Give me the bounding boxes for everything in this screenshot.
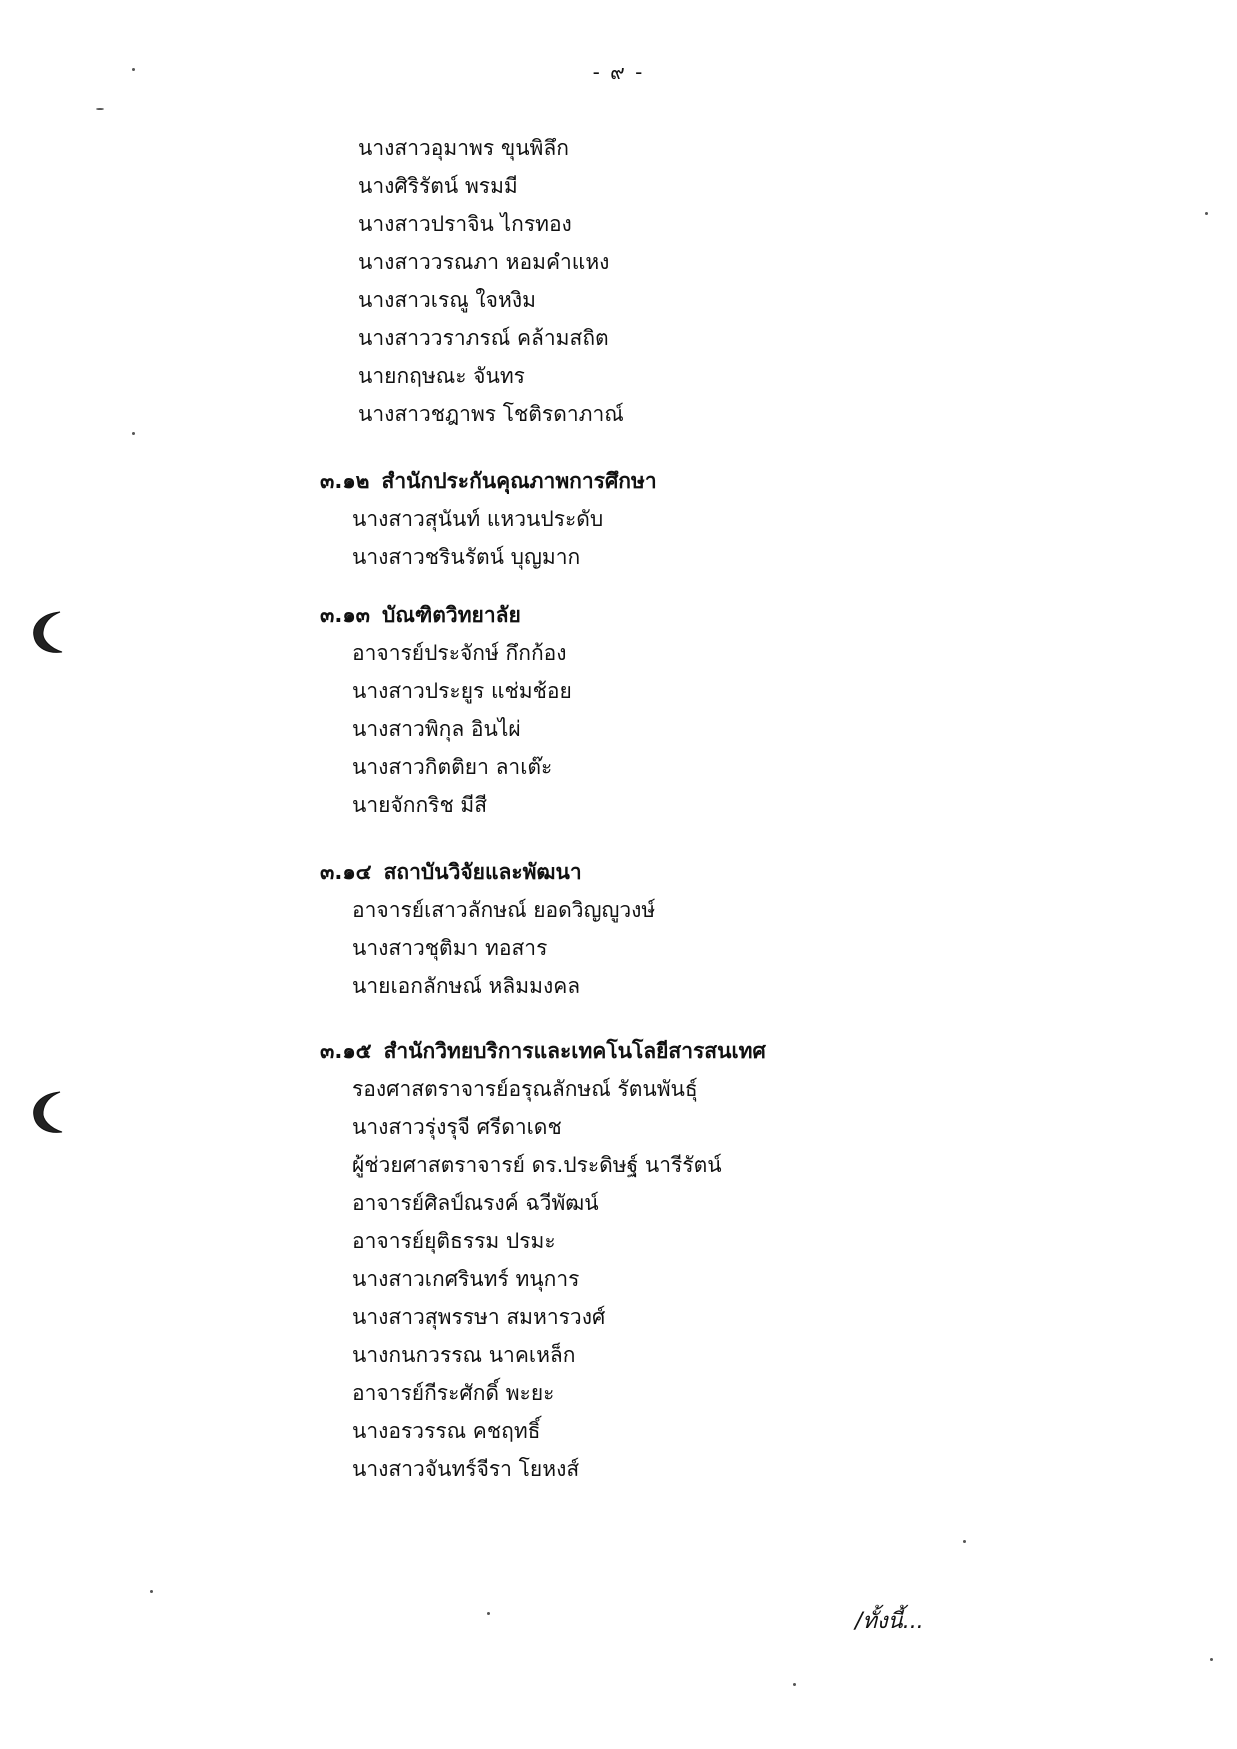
member-name: รองศาสตราจารย์อรุณลักษณ์ รัตนพันธุ์ xyxy=(352,1077,698,1101)
continued-member-list xyxy=(320,129,1120,433)
member-name: นางสาวสุนันท์ แหวนประดับ xyxy=(352,507,604,531)
section-3-13 xyxy=(320,596,1120,824)
member-name: นางสาวสุพรรษา สมหารวงศ์ xyxy=(352,1305,606,1329)
section-heading xyxy=(320,596,1120,634)
member-name: นายกฤษณะ จันทร xyxy=(358,364,525,388)
member-name: นางอรวรรณ คชฤทธิ์ xyxy=(352,1419,541,1443)
member-name: นางสาววราภรณ์ คล้ามสถิต xyxy=(358,326,609,350)
page-number: - ๙ - xyxy=(592,60,645,84)
member-name: อาจารย์ยุติธรรม ปรมะ xyxy=(352,1229,556,1253)
member-name: นางสาวประยูร แช่มช้อย xyxy=(352,679,572,703)
member-name: นางสาวจันทร์จีรา โยหงส์ xyxy=(352,1457,580,1481)
section-title: สำนักประกันคุณภาพการศึกษา xyxy=(381,469,657,493)
member-name: นางสาววรณภา หอมคำแหง xyxy=(358,250,610,274)
section-title: สถาบันวิจัยและพัฒนา xyxy=(383,860,582,884)
continued-next-page-marker: /ทั้งนี้... xyxy=(855,1609,924,1634)
member-name: นางสาวเกศรินทร์ ทนุการ xyxy=(352,1267,580,1291)
member-name: อาจารย์เสาวลักษณ์ ยอดวิญญูวงษ์ xyxy=(352,898,656,922)
section-3-15 xyxy=(320,1032,1120,1488)
scan-speck xyxy=(1210,1658,1213,1661)
member-name: นางสาวอุมาพร ขุนพิลึก xyxy=(358,136,569,160)
hole-punch-mark xyxy=(30,608,66,656)
section-number: ๓.๑๒ xyxy=(320,469,370,493)
scan-speck xyxy=(96,108,104,110)
member-name: นางสาวพิกุล อินไผ่ xyxy=(352,717,521,741)
member-name: อาจารย์ประจักษ์ กึกก้อง xyxy=(352,641,567,665)
member-name: นางสาวปราจิน ไกรทอง xyxy=(358,212,572,236)
section-heading xyxy=(320,853,1120,891)
scan-speck xyxy=(487,1612,490,1615)
scan-speck xyxy=(793,1683,796,1686)
member-name: นางศิริรัตน์ พรมมี xyxy=(358,174,518,198)
section-title: สำนักวิทยบริการและเทคโนโลยีสารสนเทศ xyxy=(383,1039,766,1063)
member-name: นางสาวชฎาพร โชติรดาภาณ์ xyxy=(358,402,624,426)
scan-speck xyxy=(132,68,135,71)
member-name: นางสาวชรินรัตน์ บุญมาก xyxy=(352,545,581,569)
member-name: นางสาวเรณู ใจหงิม xyxy=(358,288,536,312)
member-name: นางสาวรุ่งรุจี ศรีดาเดช xyxy=(352,1115,562,1139)
member-name: อาจารย์กีระศักดิ์ พะยะ xyxy=(352,1381,555,1405)
member-name: นางกนกวรรณ นาคเหล็ก xyxy=(352,1343,576,1367)
section-3-14 xyxy=(320,853,1120,1005)
scan-speck xyxy=(1205,212,1208,215)
section-title: บัณฑิตวิทยาลัย xyxy=(382,603,521,627)
scan-speck xyxy=(132,432,135,435)
section-heading xyxy=(320,462,1120,500)
member-name: นายจักกริช มีสี xyxy=(352,793,488,817)
section-3-12 xyxy=(320,462,1120,576)
section-heading xyxy=(320,1032,1120,1070)
section-number: ๓.๑๕ xyxy=(320,1039,372,1063)
member-name: ผู้ช่วยศาสตราจารย์ ดร.ประดิษฐ์ นารีรัตน์ xyxy=(352,1153,722,1177)
member-name: นางสาวชุติมา ทอสาร xyxy=(352,936,548,960)
member-name: อาจารย์ศิลป์ณรงค์ ฉวีพัฒน์ xyxy=(352,1191,599,1215)
hole-punch-mark xyxy=(30,1088,66,1136)
scan-speck xyxy=(963,1540,966,1543)
member-name: นางสาวกิตติยา ลาเต๊ะ xyxy=(352,755,553,779)
section-number: ๓.๑๓ xyxy=(320,603,371,627)
member-name: นายเอกลักษณ์ หลิมมงคล xyxy=(352,974,581,998)
scan-speck xyxy=(150,1590,153,1593)
section-number: ๓.๑๔ xyxy=(320,860,372,884)
